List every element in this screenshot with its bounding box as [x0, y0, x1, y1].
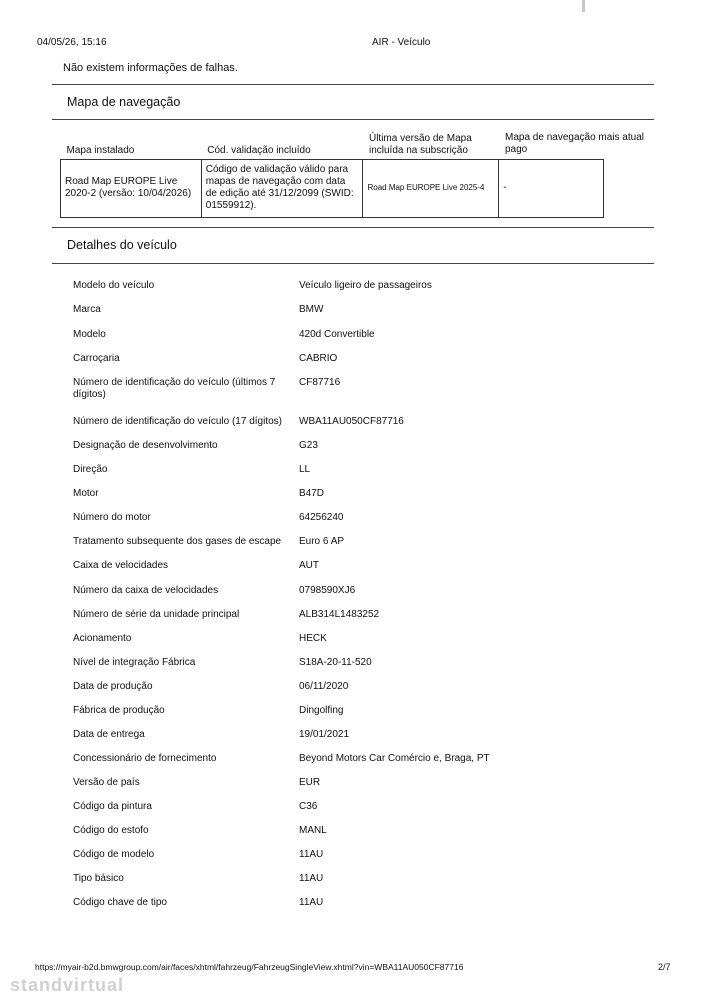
detail-label: Número de identificação do veículo (17 dígitos) — [73, 416, 283, 427]
detail-label: Código da pintura — [73, 801, 152, 812]
detail-value: CF87716 — [299, 377, 341, 388]
detail-label: Marca — [73, 304, 101, 315]
detail-label: Tratamento subsequente dos gases de escape — [73, 536, 282, 547]
column-header: Mapa de navegação mais atual pago — [505, 132, 644, 155]
detail-value: S18A-20-11-520 — [299, 657, 372, 668]
detail-label: Número do motor — [73, 512, 151, 523]
paid-map-cell: - — [499, 159, 604, 217]
detail-label: Versão de país — [73, 777, 140, 788]
detail-label: Data de entrega — [73, 729, 145, 740]
detail-value: Veículo ligeiro de passageiros — [299, 280, 432, 291]
document-title: AIR - Veículo — [372, 37, 431, 48]
detail-value: MANL — [299, 825, 327, 836]
detail-value: 11AU — [299, 849, 324, 860]
detail-label: Número de série da unidade principal — [73, 609, 240, 620]
validation-code-cell: Código de validação válido para mapas de navegação com data de edição até 31/12/2099 (SWID: 01559912). — [201, 159, 363, 217]
divider — [52, 227, 654, 228]
detail-value: 11AU — [299, 897, 324, 908]
vehicle-details-section-title: Detalhes do veículo — [67, 238, 177, 252]
table-row — [61, 159, 604, 217]
detail-value: G23 — [299, 440, 318, 451]
detail-value: EUR — [299, 777, 321, 788]
detail-label: Código do estofo — [73, 825, 149, 836]
detail-value: Euro 6 AP — [299, 536, 345, 547]
detail-label: Número da caixa de velocidades — [73, 585, 219, 596]
detail-label: Acionamento — [73, 633, 132, 644]
detail-value: AUT — [299, 560, 319, 571]
detail-value: 06/11/2020 — [299, 681, 349, 692]
detail-label: Tipo básico — [73, 873, 124, 884]
detail-value: WBA11AU050CF87716 — [299, 416, 404, 427]
detail-label: Número de identificação do veículo (últimos 7 dígitos) — [73, 377, 276, 400]
detail-value: 420d Convertible — [299, 329, 375, 340]
detail-value: 64256240 — [299, 512, 344, 523]
page-number: 2/7 — [658, 962, 671, 972]
detail-value: CABRIO — [299, 353, 338, 364]
divider — [52, 119, 654, 120]
detail-label: Motor — [73, 488, 99, 499]
detail-label: Designação de desenvolvimento — [73, 440, 218, 451]
detail-value: HECK — [299, 633, 327, 644]
detail-value: BMW — [299, 304, 324, 315]
detail-value: Dingolfing — [299, 705, 344, 716]
detail-value: LL — [299, 464, 311, 475]
column-header: Última versão de Mapa incluída na subscrição — [368, 132, 472, 156]
detail-value: B47D — [299, 488, 325, 499]
detail-label: Carroçaria — [73, 353, 120, 364]
latest-map-cell: Road Map EUROPE Live 2025-4 — [363, 159, 499, 217]
detail-label: Código chave de tipo — [73, 897, 167, 908]
faults-message: Não existem informações de falhas. — [63, 62, 238, 74]
divider — [52, 84, 654, 85]
column-header: Cód. validação incluído — [207, 144, 311, 156]
watermark: standvirtual — [10, 975, 125, 995]
footer-url: https://myair-b2d.bmwgroup.com/air/faces/xhtml/fahrzeug/FahrzeugSingleView.xhtml?vin=WBA11AU050CF87716 — [35, 962, 464, 972]
detail-label: Caixa de velocidades — [73, 560, 169, 571]
detail-label: Nível de integração Fábrica — [73, 657, 196, 668]
detail-value: 19/01/2021 — [299, 729, 350, 740]
detail-label: Fábrica de produção — [73, 705, 165, 716]
column-header: Mapa instalado — [66, 144, 135, 156]
detail-value: 11AU — [299, 873, 324, 884]
detail-value: Beyond Motors Car Comércio e, Braga, PT — [299, 753, 490, 764]
detail-value: C36 — [299, 801, 318, 812]
detail-label: Código de modelo — [73, 849, 155, 860]
divider — [52, 263, 654, 264]
detail-label: Direção — [73, 464, 108, 475]
corner-mark — [582, 0, 585, 12]
print-date: 04/05/26, 15:16 — [37, 37, 107, 48]
detail-label: Modelo — [73, 329, 106, 340]
detail-value: 0798590XJ6 — [299, 585, 356, 596]
detail-label: Data de produção — [73, 681, 153, 692]
installed-map-cell: Road Map EUROPE Live 2020-2 (versão: 10/04/2026) — [61, 159, 202, 217]
detail-label: Modelo do veículo — [73, 280, 155, 291]
detail-label: Concessionário de fornecimento — [73, 753, 217, 764]
nav-map-section-title: Mapa de navegação — [67, 95, 181, 109]
detail-value: ALB314L1483252 — [299, 609, 380, 620]
